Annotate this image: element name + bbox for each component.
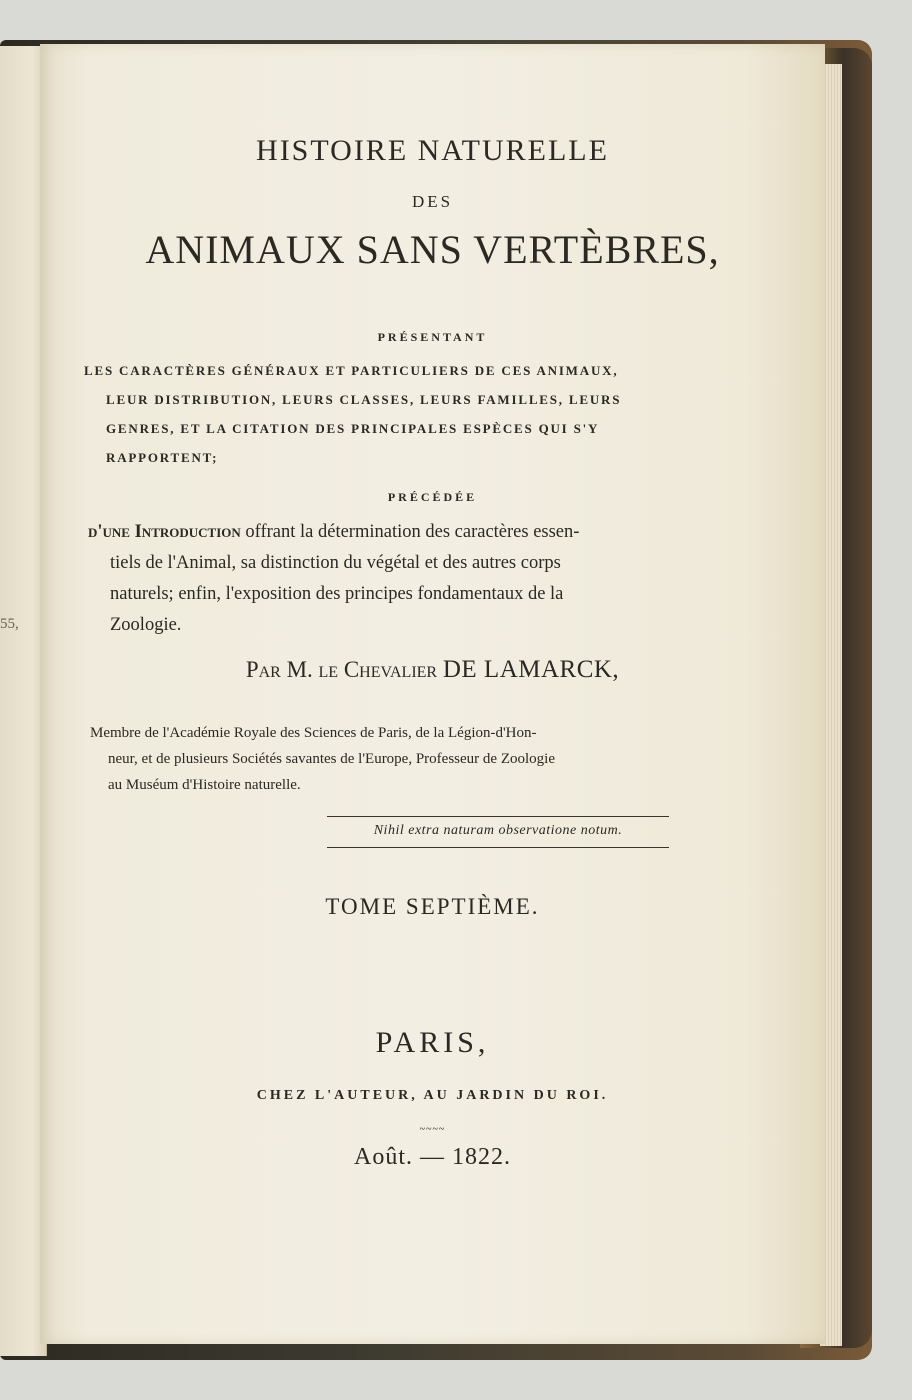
author-credentials: [90, 720, 678, 798]
introduction-line: naturels; enfin, l'exposition des principes fondamentaux de la: [110, 584, 564, 604]
title-line-2: DES: [411, 192, 454, 211]
motto-text: Nihil extra naturam observatione notum.: [373, 823, 623, 838]
author-name: DE LAMARCK,: [442, 656, 620, 683]
introduction-line: offrant la détermination des caractères essen-: [240, 522, 580, 542]
title-line-1: HISTOIRE NATURELLE: [256, 134, 609, 167]
description-line: LEUR DISTRIBUTION, LEURS CLASSES, LEURS FAMILLES, LEURS: [106, 392, 622, 407]
introduction-line: Zoologie.: [110, 615, 182, 635]
author-line: [40, 656, 825, 684]
description-line: GENRES, ET LA CITATION DES PRINCIPALES ESPÈCES QUI S'Y: [106, 421, 600, 436]
introduction-line: tiels de l'Animal, sa distinction du végétal et des autres corps: [110, 553, 561, 573]
presentant-label: PRÉSENTANT: [377, 330, 488, 344]
author-prefix: Par M. le Chevalier: [245, 657, 438, 682]
volume-label: TOME SEPTIÈME.: [325, 894, 540, 919]
publication-date: Août. — 1822.: [354, 1144, 511, 1170]
credentials-line: neur, et de plusieurs Sociétés savantes de l'Europe, Professeur de Zoologie: [108, 751, 555, 767]
credentials-line: au Muséum d'Histoire naturelle.: [108, 777, 301, 793]
book: [0, 28, 880, 1368]
ornament-divider: ~~~~: [419, 1124, 446, 1135]
precedee-label: PRÉCÉDÉE: [387, 490, 478, 504]
title-line-3: ANIMAUX SANS VERTÈBRES,: [145, 227, 720, 272]
city-label: PARIS,: [375, 1026, 490, 1059]
description-block: [84, 356, 682, 472]
description-line: RAPPORTENT;: [106, 450, 219, 465]
motto-block: [327, 816, 669, 848]
motto-bottom-rule: [327, 847, 669, 848]
introduction-lead: d'une Introduction: [88, 522, 241, 542]
title-page: [40, 44, 825, 1344]
previous-page-mark: 55,: [0, 616, 19, 632]
introduction-paragraph: [88, 517, 678, 641]
description-line: LES CARACTÈRES GÉNÉRAUX ET PARTICULIERS DE CES ANIMAUX,: [84, 363, 619, 378]
publisher-label: CHEZ L'AUTEUR, AU JARDIN DU ROI.: [256, 1088, 609, 1103]
credentials-line: Membre de l'Académie Royale des Sciences de Paris, de la Légion-d'Hon-: [90, 725, 537, 741]
